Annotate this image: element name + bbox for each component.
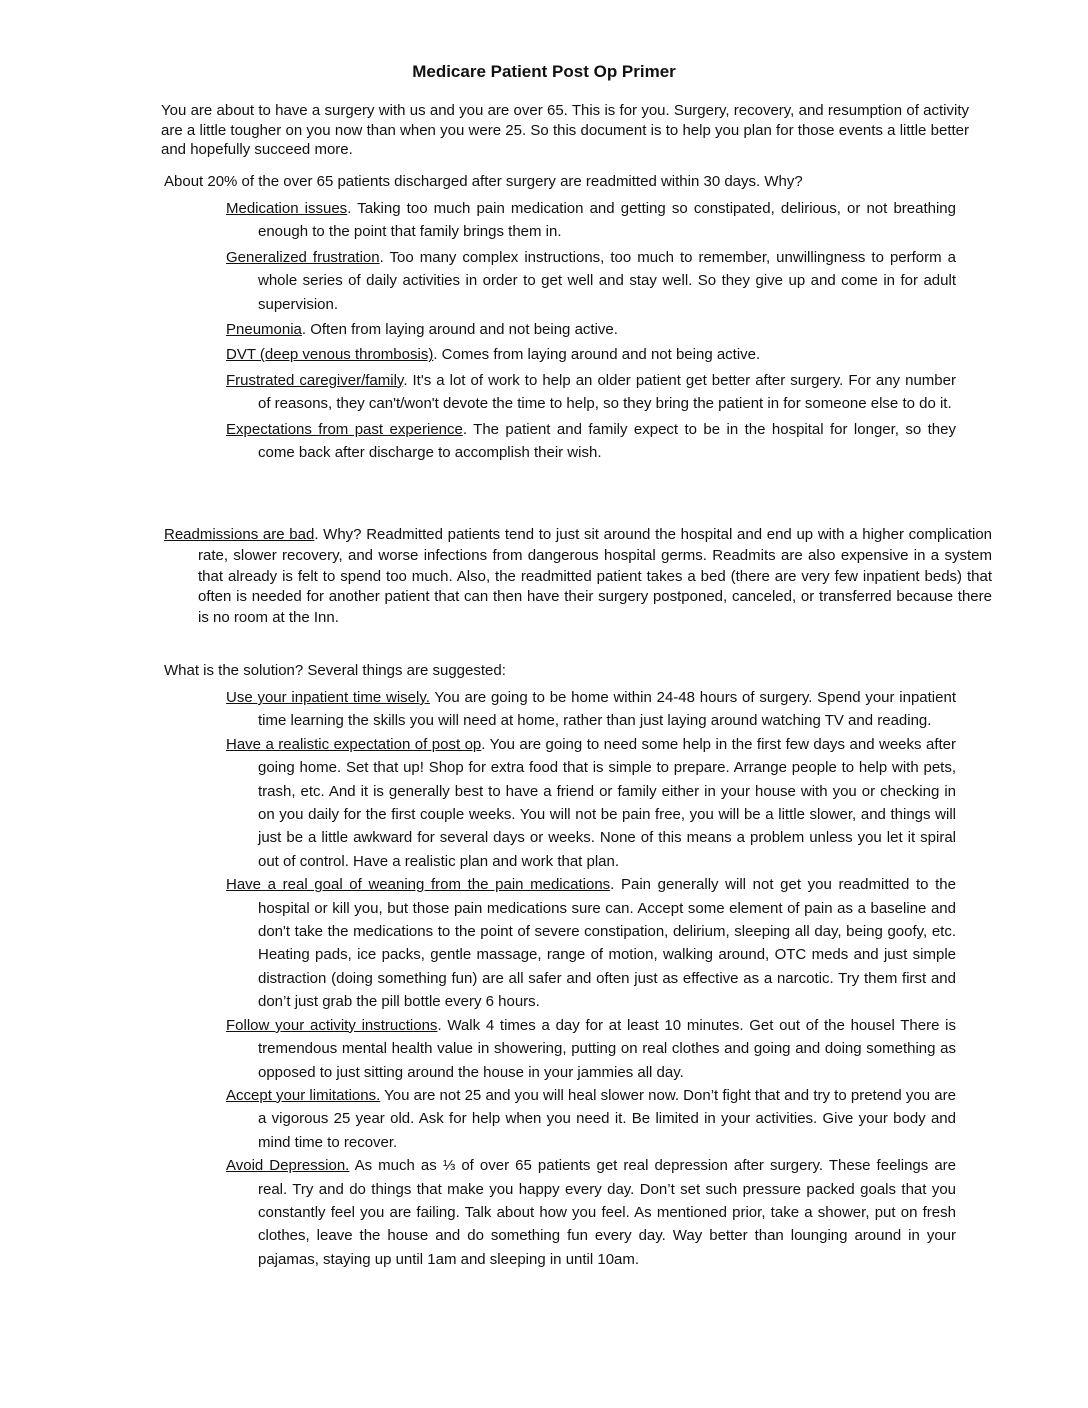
list-item: [226, 343, 956, 366]
solution-term: Avoid Depression.: [226, 1157, 350, 1175]
reason-term: DVT (deep venous thrombosis): [226, 346, 434, 364]
solution-text: As much as ⅓ of over 65 patients get real depression after surgery. These feelings are real. Try and do things that make you happy every day. Don’t set such pressure packed goals that you constantly feel you are failing. Talk about how you feel. As mentioned prior, take a shower, put on fresh clothes, leave the house and do something fun every day. Way better than lounging around in your pajamas, staying up until 1am and sleeping in until 10am.: [258, 1157, 956, 1268]
list-item: [226, 197, 956, 244]
solution-term: Have a real goal of weaning from the pain medications: [226, 876, 611, 894]
reason-term: Pneumonia: [226, 321, 302, 339]
reason-term: Expectations from past experience: [226, 420, 463, 438]
solution-term: Use your inpatient time wisely.: [226, 689, 430, 706]
reason-text: . The patient and family expect to be in the hospital for longer, so they come back after discharge to accomplish their wish.: [258, 420, 956, 462]
reason-term: Medication issues: [226, 200, 348, 217]
list-item: [226, 1154, 956, 1271]
solution-term: Follow your activity instructions: [226, 1016, 438, 1034]
list-item: [226, 873, 956, 1013]
solution-term: Accept your limitations.: [226, 1086, 381, 1104]
solution-text: . Walk 4 times a day for at least 10 minutes. Get out of the housel There is tremendous mental health value in showering, putting on real clothes and going and doing something as opposed to just sitting around the house in your jammies all day.: [258, 1016, 956, 1081]
readmission-question: About 20% of the over 65 patients discharged after surgery are readmitted within 30 days. Why?: [164, 173, 803, 190]
document-title: Medicare Patient Post Op Primer: [412, 62, 676, 81]
solution-term: Have a realistic expectation of post op: [226, 735, 482, 753]
intro-paragraph: You are about to have a surgery with us and you are over 65. This is for you. Surgery, recovery, and resumption of activity are a little tougher on you now than when you were 25. So this document is to help you plan for those events a little better and hopefully succeed more.: [161, 102, 969, 158]
list-item: [226, 369, 956, 416]
solutions-list: [226, 686, 956, 1271]
reason-term: Frustrated caregiver/family: [226, 371, 404, 389]
solution-text: You are going to be home within 24-48 hours of surgery. Spend your inpatient time learning the skills you will need at home, rather than just laying around watching TV and reading.: [258, 689, 956, 730]
readmissions-bad-term: Readmissions are bad: [164, 526, 315, 543]
list-item: [226, 246, 956, 316]
list-item: [226, 418, 956, 465]
solution-question: What is the solution? Several things are suggested:: [164, 662, 506, 679]
solution-text: . Pain generally will not get you readmitted to the hospital or kill you, but those pain medications sure can. Accept some element of pain as a baseline and don't take the medications to the point of severe constipation, delirium, sleeping all day, being goofy, etc. Heating pads, ice packs, gentle massage, range of motion, walking around, OTC meds and just simple distraction (doing something fun) are all safer and often just as effective as a narcotic. Try them first and don’t just grab the pill bottle every 6 hours.: [258, 876, 956, 1011]
reason-text: . Taking too much pain medication and getting so constipated, delirious, or not breathing enough to the point that family brings them in.: [258, 200, 956, 241]
solution-text: You are not 25 and you will heal slower now. Don’t fight that and try to pretend you are a vigorous 25 year old. Ask for help when you need it. Be limited in your activities. Give your body and mind time to recover.: [258, 1086, 956, 1151]
reason-term: Generalized frustration: [226, 248, 380, 266]
list-item: [226, 318, 956, 341]
readmission-reasons-list: [226, 197, 956, 464]
list-item: [226, 686, 956, 733]
reason-text: . Comes from laying around and not being active.: [433, 346, 761, 364]
list-item: [226, 1014, 956, 1084]
readmissions-bad-paragraph: [164, 525, 992, 629]
reason-text: . Too many complex instructions, too much to remember, unwillingness to perform a whole series of daily activities in order to get well and stay well. So they give up and come in for adult supervision.: [258, 248, 956, 313]
list-item: [226, 1084, 956, 1154]
list-item: [226, 733, 956, 873]
reason-text: . It's a lot of work to help an older patient get better after surgery. For any number of reasons, they can't/won't devote the time to help, so they bring the patient in for someone else to do it.: [258, 371, 956, 413]
readmissions-bad-text: . Why? Readmitted patients tend to just sit around the hospital and end up with a higher complication rate, slower recovery, and worse infections from dangerous hospital germs. Readmits are also expensive in a system that already is felt to spend too much. Also, the readmitted patient takes a bed (there are very few inpatient beds) that often is needed for another patient that can then have their surgery postponed, canceled, or transferred because there is no room at the Inn.: [198, 526, 993, 627]
solution-text: . You are going to need some help in the first few days and weeks after going home. Set that up! Shop for extra food that is simple to prepare. Arrange people to help with pets, trash, etc. And it is generally best to have a friend or family either in your house with you or checking in on you daily for the first couple weeks. You will not be pain free, you will be a little slower, and things will just be a little awkward for several days or weeks. None of this means a problem unless you let it spiral out of control. Have a realistic plan and work that plan.: [258, 735, 957, 870]
reason-text: . Often from laying around and not being active.: [301, 321, 618, 339]
